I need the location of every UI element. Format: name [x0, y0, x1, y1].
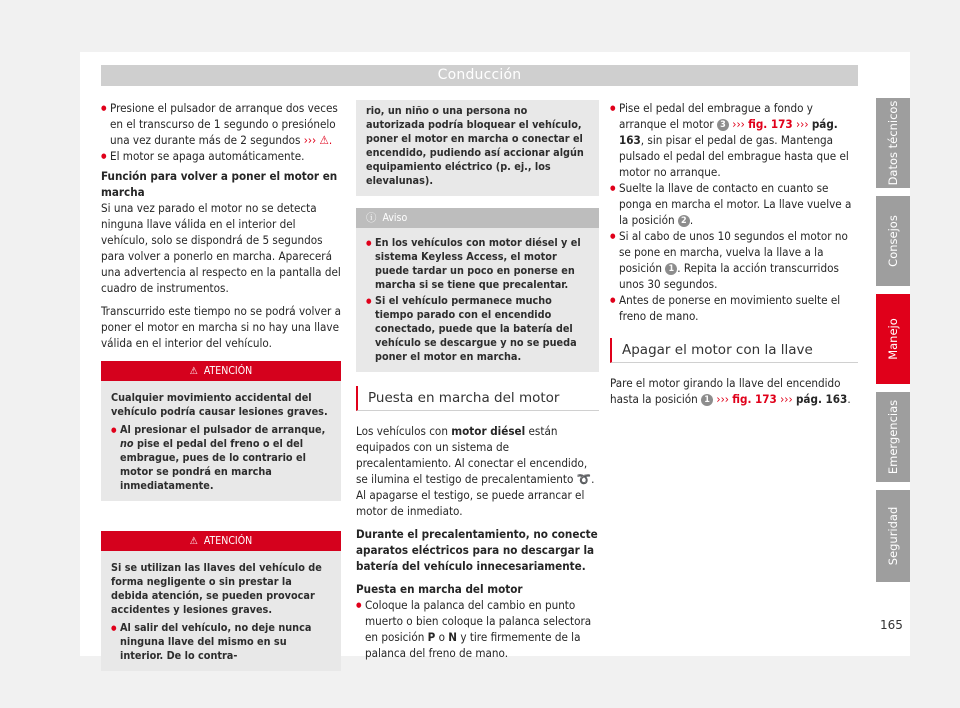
text: Pise el pedal del embrague a fondo y arranque el motor	[619, 101, 813, 131]
tab-emergencias[interactable]	[876, 392, 910, 482]
text: y tire firmemente de la palanca del freno de mano.	[365, 630, 581, 660]
warning-text: Cualquier movimiento accidental del vehículo podría causar lesiones graves.	[111, 391, 328, 418]
arrow-reference: ›››	[713, 392, 733, 406]
warning-text: Al presionar el pulsador de arranque,	[120, 423, 326, 436]
tab-consejos[interactable]	[876, 196, 910, 286]
text-bold: motor diésel	[451, 424, 526, 438]
list-item	[111, 621, 331, 663]
text: Coloque la palanca del cambio en punto muerto o bien coloque la palanca selectora en posición	[365, 598, 592, 644]
tab-label: Consejos	[886, 215, 900, 267]
bullet-text: Presione el pulsador de arranque dos veces en el transcurso de 1 segundo o presiónelo una vez durante más de 2 segundos	[110, 101, 338, 147]
tab-datos-tecnicos[interactable]	[876, 98, 910, 188]
text: , sin pisar el pedal de gas. Mantenga pulsado el pedal del embrague hasta que el motor no arranque.	[619, 133, 849, 179]
warning-triangle-icon: ⚠	[189, 366, 198, 377]
tab-label: Emergencias	[886, 399, 900, 475]
text: Pare el motor girando la llave del encendido hasta la posición	[610, 376, 841, 406]
list-item	[101, 100, 341, 148]
note-icon: ⓘ	[366, 212, 377, 224]
tab-label: Manejo	[886, 318, 900, 360]
figure-link[interactable]: fig. 173	[732, 392, 777, 406]
page-link[interactable]: pág. 163	[795, 392, 848, 406]
warning-box-title	[101, 362, 341, 380]
position-number-badge: 3	[717, 119, 729, 131]
warning-text: Al salir del vehículo, no deje nunca ninguna llave del mismo en su interior. De lo contra-	[120, 621, 312, 662]
text: están equipados con un sistema de precalentamiento. Al conectar el encendido, se ilumina el testigo de precalentamiento ➰. Al apagarse el testigo, se puede arrancar el motor de inmediato.	[356, 424, 595, 518]
text: .	[847, 392, 851, 406]
warning-box-continued: rio, un niño o una persona no autorizada podría bloquear el vehículo, poner el motor en marcha o conectar el encendido, pudiendo así accionar algún equipamiento eléctrico (p. ej., los elevalunas).	[356, 100, 599, 196]
emphasis: no	[120, 437, 134, 450]
note-box-title	[366, 209, 407, 227]
subheading: Función para volver a poner el motor en marcha	[101, 169, 338, 199]
warning-text: Si se utilizan las llaves del vehículo de forma negligente o sin prestar la debida atención, se pueden provocar accidentes y lesiones graves.	[111, 561, 322, 616]
warning-triangle-icon: ⚠	[189, 536, 198, 547]
warning-box-title	[101, 532, 341, 550]
chapter-header: Conducción	[101, 65, 858, 86]
warning-title-text: ATENCIÓN	[203, 365, 253, 377]
list-item	[610, 292, 858, 324]
list-item	[610, 228, 858, 292]
list-item	[610, 180, 858, 228]
position-number-badge: 2	[678, 215, 690, 227]
tab-label: Seguridad	[886, 506, 900, 566]
section-heading: Puesta en marcha del motor	[356, 386, 599, 411]
section-heading: Apagar el motor con la llave	[610, 338, 858, 363]
bullet-text: El motor se apaga automáticamente.	[110, 149, 305, 163]
text: Si al cabo de unos 10 segundos el motor no se pone en marcha, vuelva la llave a la posición	[619, 229, 848, 275]
tab-label: Datos técnicos	[886, 100, 900, 186]
list-item	[356, 597, 599, 661]
position-number-badge: 1	[701, 394, 713, 406]
list-item	[101, 148, 341, 164]
note-text: En los vehículos con motor diésel y el sistema Keyless Access, el motor puede tardar un poco en ponerse en marcha si se tiene que precalentar.	[375, 236, 581, 291]
warning-title-text: ATENCIÓN	[203, 535, 253, 547]
text: Antes de ponerse en movimiento suelte el freno de mano.	[619, 293, 841, 323]
paragraph: Si una vez parado el motor no se detecta ninguna llave válida en el interior del vehículo, solo se dispondrá de 5 segundos para volver a ponerlo en marcha. Aparecerá una advertencia al respecto en la pantalla del cuadro de instrumentos.	[101, 201, 341, 295]
column-1	[101, 100, 341, 671]
text-bold: N	[448, 630, 458, 644]
warning-box	[101, 531, 341, 671]
arrow-reference: ›››	[792, 117, 812, 131]
note-box	[356, 208, 599, 372]
paragraph	[610, 375, 858, 407]
warning-text: pise el pedal del freno o el del embrague, pues de lo contrario el motor se pondrá en marcha inmediatamente.	[120, 437, 306, 492]
warning-box	[101, 361, 341, 501]
bold-paragraph: Durante el precalentamiento, no conecte aparatos eléctricos para no descargar la batería del vehículo innecesariamente.	[356, 527, 598, 573]
page-link[interactable]: pág. 163	[619, 117, 838, 147]
text-bold: P	[427, 630, 436, 644]
column-3	[610, 100, 858, 414]
text: . Repita la acción transcurridos unos 30 segundos.	[619, 261, 839, 291]
tab-manejo[interactable]	[876, 294, 910, 384]
text: .	[689, 213, 694, 227]
list-item	[111, 423, 331, 493]
paragraph	[356, 423, 599, 519]
arrow-reference: ›››	[776, 392, 796, 406]
column-2	[356, 100, 599, 661]
warning-reference[interactable]: ››› ⚠.	[300, 133, 333, 147]
text: Los vehículos con	[356, 424, 452, 438]
text: o	[435, 630, 449, 644]
list-item	[366, 236, 589, 292]
figure-link[interactable]: fig. 173	[748, 117, 793, 131]
note-text: Si el vehículo permanece mucho tiempo parado con el encendido conectado, puede que la batería del vehículo se descargue y no se pueda poner el motor en marcha.	[375, 294, 577, 363]
list-item	[366, 294, 589, 364]
text: Suelte la llave de contacto en cuanto se ponga en marcha el motor. La llave vuelve a la posición	[619, 181, 852, 227]
subheading: Puesta en marcha del motor	[356, 582, 523, 596]
paragraph: Transcurrido este tiempo no se podrá volver a poner el motor en marcha si no hay una llave válida en el interior del vehículo.	[101, 304, 341, 350]
note-title-text: Aviso	[382, 212, 408, 224]
tab-seguridad[interactable]	[876, 490, 910, 582]
list-item	[610, 100, 858, 180]
arrow-reference: ›››	[728, 117, 749, 131]
page-number: 165	[880, 618, 903, 632]
position-number-badge: 1	[665, 263, 677, 275]
